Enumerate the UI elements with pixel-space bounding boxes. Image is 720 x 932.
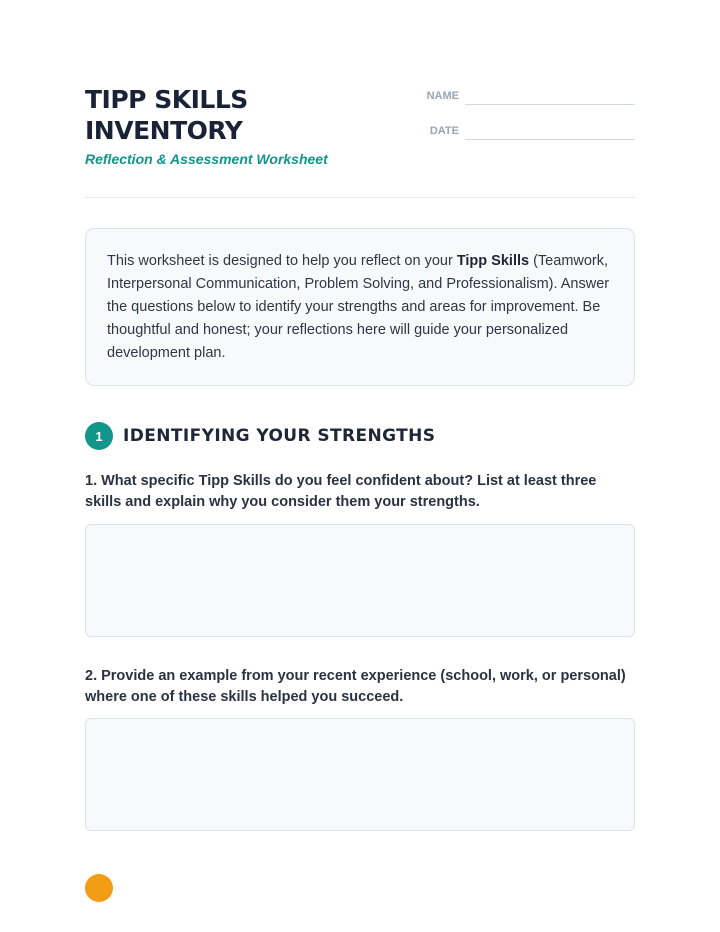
worksheet-title bbox=[85, 84, 248, 146]
name-field-row bbox=[425, 86, 635, 105]
section-number-badge: 1 bbox=[85, 422, 113, 450]
question-1: 1. What specific Tipp Skills do you feel confident about? List at least three skills and explain why you consider them your strengths. bbox=[85, 473, 597, 510]
date-field[interactable] bbox=[465, 121, 635, 140]
intro-text-end: (Teamwork, Interpersonal Communication, Problem Solving, and Professionalism). Answer the questions below to identify your strengths and areas for improvement. Be thoughtful and honest; your reflections here will guide your personalized development plan. bbox=[107, 253, 610, 361]
name-field[interactable] bbox=[465, 86, 635, 105]
answer-box-1[interactable] bbox=[85, 524, 635, 637]
title-line-2: INVENTORY bbox=[85, 116, 243, 145]
date-field-row bbox=[425, 121, 635, 140]
answer-box-2[interactable] bbox=[85, 718, 635, 831]
intro-text-start: This worksheet is designed to help you reflect on your bbox=[107, 253, 457, 269]
question-2: 2. Provide an example from your recent experience (school, work, or personal) where one of these skills helped you succeed. bbox=[85, 668, 626, 705]
date-label: DATE bbox=[429, 125, 459, 137]
name-label: NAME bbox=[426, 90, 459, 102]
section-title: IDENTIFYING YOUR STRENGTHS bbox=[123, 426, 436, 446]
intro-bold-term: Tipp Skills bbox=[456, 253, 530, 269]
next-section-number-badge bbox=[85, 874, 113, 902]
worksheet-subtitle: Reflection & Assessment Worksheet bbox=[85, 151, 328, 167]
intro-box bbox=[85, 228, 635, 386]
worksheet-header bbox=[85, 0, 635, 198]
section-heading-strengths bbox=[85, 422, 435, 450]
title-line-1: TIPP SKILLS bbox=[85, 85, 248, 114]
